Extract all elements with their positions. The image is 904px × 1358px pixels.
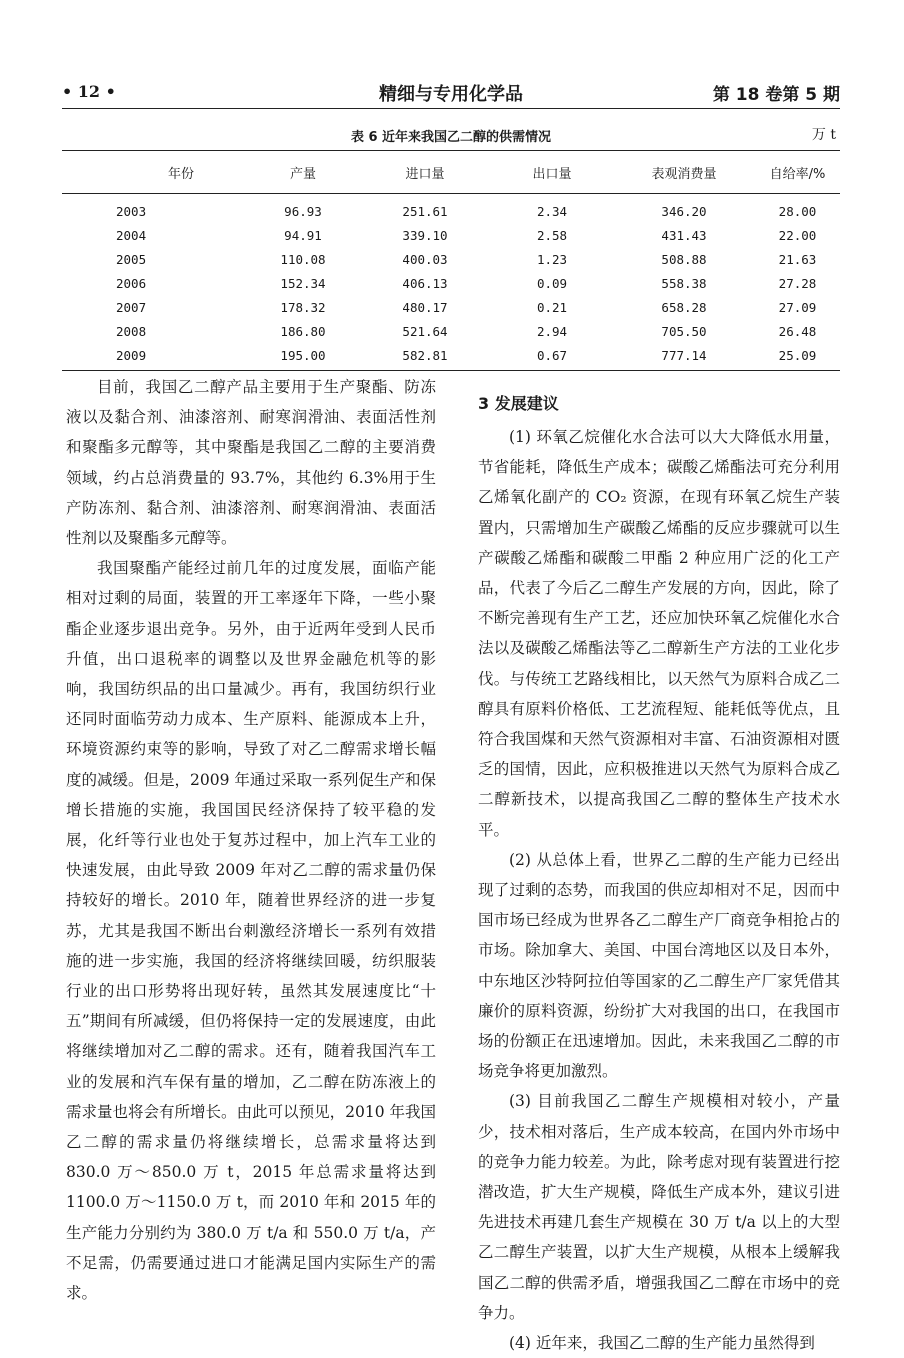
table-title: 表 6 近年来我国乙二醇的供需情况 [350,130,552,145]
table-row [62,343,840,371]
column-header: 产量 [247,151,359,194]
journal-title: 精细与专用化学品 [379,84,523,105]
table-cell: 21.63 [778,251,817,267]
table-row [62,194,840,224]
issue-label: 第 18 卷第 5 期 [712,85,840,105]
column-header: 进口量 [359,151,491,194]
table-cell: 2006 [116,275,147,291]
body-paragraph: 我国聚酯产能经过前几年的过度发展，面临产能相对过剩的局面，装置的开工率逐年下降，一些小聚酯企业逐步退出竞争。另外，由于近两年受到人民币升值，出口退税率的调整以及世界金融危机等的影响，我国纺织品的出口量减少。再有，我国纺织行业还同时面临劳动力成本、生产原料、能源成本上升，环境资源约束等的影响，导致了对乙二醇需求增长幅度的减缓。但是，2009 年通过采取一系列促生产和保增长措施的实施，我国国民经济保持了较平稳的发展，化纤等行业也处于复苏过程中，加上汽车工业的快速发展，由此导致 2009 年对乙二醇的需求量仍保持较好的增长。2010 年，随着世界经济的进一步复苏，尤其是我国不断出台刺激经济增长一系列有效措施的进一步实施，我国的经济将继续回暖，纺织服装行业的出口形势将出现好转，虽然其发展速度比“十五”期间有所减缓，但仍将保持一定的发展速度，由此将继续增加对乙二醇的需求。还有，随着我国汽车工业的发展和汽车保有量的增加，乙二醇在防冻液上的需求量也将会有所增长。由此可以预见，2010 年我国乙二醇的需求量仍将继续增长，总需求量将达到 830.0 万～850.0 万 t，2015 年总需求量将达到 1100.0 万～1150.0 万 t，而 2010 年和 2015 年的生产能力分别约为 380.0 万 t/a 和 550.0 万 t/a，产不足需，仍需要通过进口才能满足国内实际生产的需求。 [66,559,436,1303]
table-header-row [62,151,840,194]
table-cell: 2009 [62,343,247,371]
column-header: 表观消费量 [613,151,755,194]
table-cell: 2.94 [536,323,568,339]
table-row [62,223,840,247]
table-cell: 558.38 [661,275,707,291]
table-cell: 186.80 [280,323,326,339]
table-cell: 480.17 [402,299,448,315]
left-column [66,372,436,1308]
table-cell: 2004 [116,227,147,243]
body-paragraph: (3) 目前我国乙二醇生产规模相对较小，产量少，技术相对落后，生产成本较高，在国内外市场中的竞争力能力较差。为此，除考虑对现有装置进行挖潜改造，扩大生产规模，降低生产成本外，建议引进先进技术再建几套生产规模在 30 万 t/a 以上的大型乙二醇生产装置，以扩大生产规模，从根本上缓解我国乙二醇的供需矛盾，增强我国乙二醇在市场中的竞争力。 [478,1092,840,1322]
table-cell: 2007 [116,299,147,315]
table-cell: 431.43 [661,227,707,243]
table-unit: 万 t [811,127,836,143]
table-cell: 27.09 [778,299,817,315]
table-cell: 1.23 [536,251,568,267]
body-paragraph: (4) 近年来，我国乙二醇的生产能力虽然得到 [509,1334,815,1353]
body-paragraph: 目前，我国乙二醇产品主要用于生产聚酯、防冻液以及黏合剂、油漆溶剂、耐寒润滑油、表面活性剂和聚酯多元醇等，其中聚酯是我国乙二醇的主要消费领域，约占总消费量的 93.7%，其他约 6.3%用于生产防冻剂、黏合剂、油漆溶剂、耐寒润滑油、表面活性剂以及聚酯多元醇等。 [66,378,436,548]
table-cell: 152.34 [280,275,326,291]
table-cell: 28.00 [778,203,817,219]
table-cell: 582.81 [359,343,491,371]
table-cell: 251.61 [402,203,448,219]
page-header [62,78,840,109]
table-cell: 0.09 [536,275,568,291]
column-header: 年份 [62,151,247,194]
table-cell: 406.13 [402,275,448,291]
table-cell: 777.14 [613,343,755,371]
table-cell: 658.28 [661,299,707,315]
table-row [62,319,840,343]
table-cell: 94.91 [284,227,322,243]
table-cell: 2.34 [536,203,568,219]
table-caption [62,126,840,146]
body-paragraph: (2) 从总体上看，世界乙二醇的生产能力已经出现了过剩的态势，而我国的供应却相对不足，因而中国市场已经成为世界各乙二醇生产厂商竞争相抢占的市场。除加拿大、美国、中国台湾地区以及日本外，中东地区沙特阿拉伯等国家的乙二醇生产厂家凭借其廉价的原料资源，纷纷扩大对我国的出口，在我国市场的份额正在迅速增加。因此，未来我国乙二醇的市场竞争将更加激烈。 [478,850,840,1081]
section-heading: 3 发展建议 [478,394,559,413]
table-cell: 26.48 [778,323,817,339]
table-cell: 22.00 [778,227,817,243]
table-cell: 110.08 [280,251,326,267]
table-cell: 705.50 [661,323,707,339]
table-cell: 96.93 [284,203,322,219]
column-header: 出口量 [491,151,613,194]
table-cell: 178.32 [280,299,326,315]
table-cell: 2.58 [536,227,568,243]
table-cell: 0.67 [491,343,613,371]
table-row [62,247,840,271]
table-row [62,295,840,319]
table-cell: 508.88 [661,251,707,267]
table-cell: 25.09 [755,343,840,371]
table-cell: 339.10 [402,227,448,243]
table-cell: 195.00 [247,343,359,371]
table-cell: 0.21 [536,299,568,315]
table-row [62,271,840,295]
table-cell: 2008 [116,323,147,339]
right-column [478,392,840,1358]
table-cell: 346.20 [661,203,707,219]
table-cell: 2003 [116,203,147,219]
supply-demand-table [62,150,840,371]
table-cell: 521.64 [402,323,448,339]
body-paragraph: (1) 环氧乙烷催化水合法可以大大降低水用量，节省能耗，降低生产成本；碳酸乙烯酯法可充分利用乙烯氧化副产的 CO₂ 资源，在现有环氧乙烷生产装置内，只需增加生产碳酸乙烯酯的反应步骤就可以生产碳酸乙烯酯和碳酸二甲酯 2 种应用广泛的化工产品，代表了今后乙二醇生产发展的方向，因此，除了不断完善现有生产工艺，还应加快环氧乙烷催化水合法以及碳酸乙烯酯法等乙二醇新生产方法的工业化步伐。与传统工艺路线相比，以天然气为原料合成乙二醇具有原料价格低、工艺流程短、能耗低等优点，且符合我国煤和天然气资源相对丰富、石油资源相对匮乏的国情，因此，应积极推进以天然气为原料合成乙二醇新技术，以提高我国乙二醇的整体生产技术水平。 [478,428,840,839]
page-number: • 12 • [62,82,116,101]
column-header: 自给率/% [755,151,840,194]
table-cell: 2005 [116,251,147,267]
table-cell: 400.03 [402,251,448,267]
table-cell: 27.28 [778,275,817,291]
